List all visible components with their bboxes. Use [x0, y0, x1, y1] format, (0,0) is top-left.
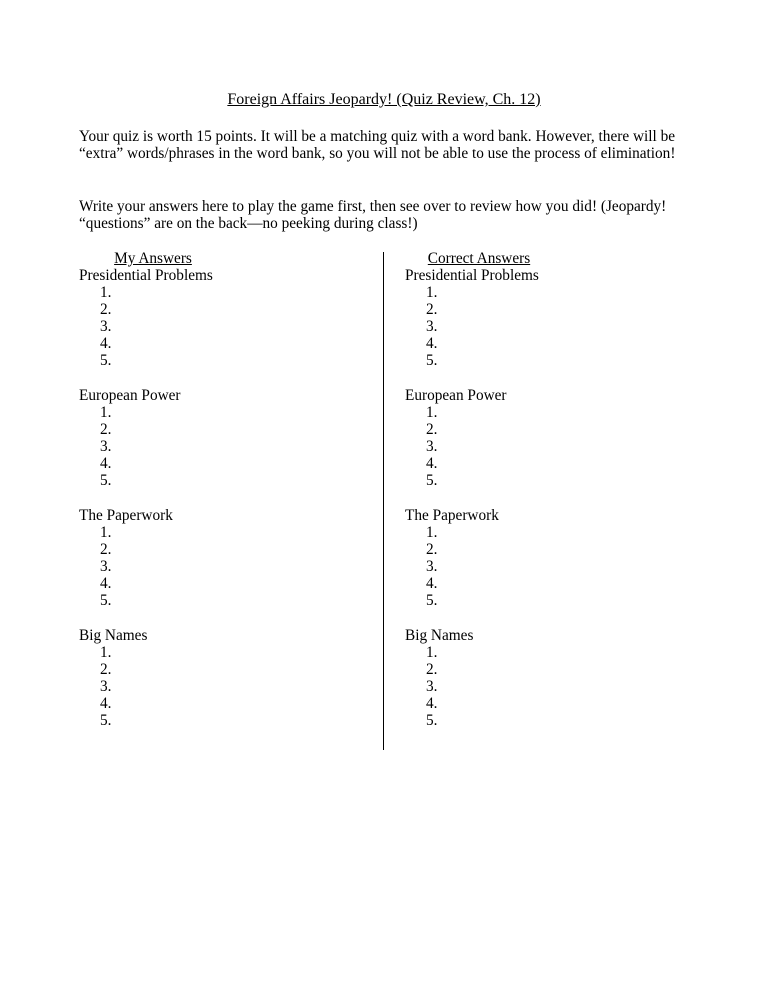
category-title: The Paperwork [405, 507, 499, 524]
category-presidential-problems [405, 267, 705, 369]
answer-line: 2. [100, 661, 112, 678]
answer-line: 5. [100, 592, 112, 609]
answer-line: 1. [426, 644, 438, 661]
answer-line: 1. [426, 404, 438, 421]
answer-line: 5. [100, 352, 112, 369]
answer-line: 3. [426, 318, 438, 335]
category-european-power [405, 387, 705, 489]
answer-line: 1. [100, 404, 112, 421]
answer-line: 5. [426, 592, 438, 609]
answer-line: 4. [426, 575, 438, 592]
answer-line: 3. [100, 438, 112, 455]
instructions-paragraph: Write your answers here to play the game first, then see over to review how you did! (Jeopardy! “questions” are on the back—no peeking during class!) [79, 198, 667, 232]
answer-line: 5. [426, 352, 438, 369]
my-answers-column [79, 250, 379, 729]
category-the-paperwork [405, 507, 705, 609]
answer-line: 3. [100, 558, 112, 575]
category-title: European Power [405, 387, 507, 404]
answer-line: 2. [100, 421, 112, 438]
answer-line: 2. [426, 301, 438, 318]
answer-line: 3. [100, 318, 112, 335]
answer-line: 4. [100, 575, 112, 592]
answer-line: 4. [426, 695, 438, 712]
category-title: Presidential Problems [79, 267, 213, 284]
answer-line: 2. [426, 541, 438, 558]
intro-paragraph: Your quiz is worth 15 points. It will be a matching quiz with a word bank. However, there will be “extra” words/phrases in the word bank, so you will not be able to use the process of elimination! [79, 128, 676, 162]
category-title: Big Names [405, 627, 474, 644]
correct-answers-column [405, 250, 705, 729]
correct-answers-heading: Correct Answers [427, 250, 531, 267]
answer-line: 4. [100, 455, 112, 472]
category-european-power [79, 387, 379, 489]
category-title: Big Names [79, 627, 148, 644]
answer-line: 2. [100, 541, 112, 558]
answer-line: 5. [426, 712, 438, 729]
answer-line: 4. [426, 455, 438, 472]
answer-line: 4. [100, 695, 112, 712]
answer-line: 2. [100, 301, 112, 318]
answer-line: 1. [426, 284, 438, 301]
category-the-paperwork [79, 507, 379, 609]
answer-line: 5. [100, 712, 112, 729]
answer-line: 2. [426, 661, 438, 678]
my-answers-heading: My Answers [114, 250, 192, 267]
answer-line: 3. [426, 678, 438, 695]
page-title: Foreign Affairs Jeopardy! (Quiz Review, Ch. 12) [227, 91, 541, 108]
answer-line: 4. [100, 335, 112, 352]
answer-line: 5. [100, 472, 112, 489]
answer-line: 5. [426, 472, 438, 489]
answer-line: 1. [100, 644, 112, 661]
answer-line: 3. [426, 438, 438, 455]
category-presidential-problems [79, 267, 379, 369]
answer-line: 1. [100, 284, 112, 301]
answer-line: 2. [426, 421, 438, 438]
category-title: Presidential Problems [405, 267, 539, 284]
category-title: European Power [79, 387, 181, 404]
answer-line: 1. [100, 524, 112, 541]
answer-line: 3. [100, 678, 112, 695]
category-big-names [79, 627, 379, 729]
answer-line: 1. [426, 524, 438, 541]
category-big-names [405, 627, 705, 729]
answer-line: 3. [426, 558, 438, 575]
category-title: The Paperwork [79, 507, 173, 524]
column-divider [383, 252, 384, 750]
answer-line: 4. [426, 335, 438, 352]
